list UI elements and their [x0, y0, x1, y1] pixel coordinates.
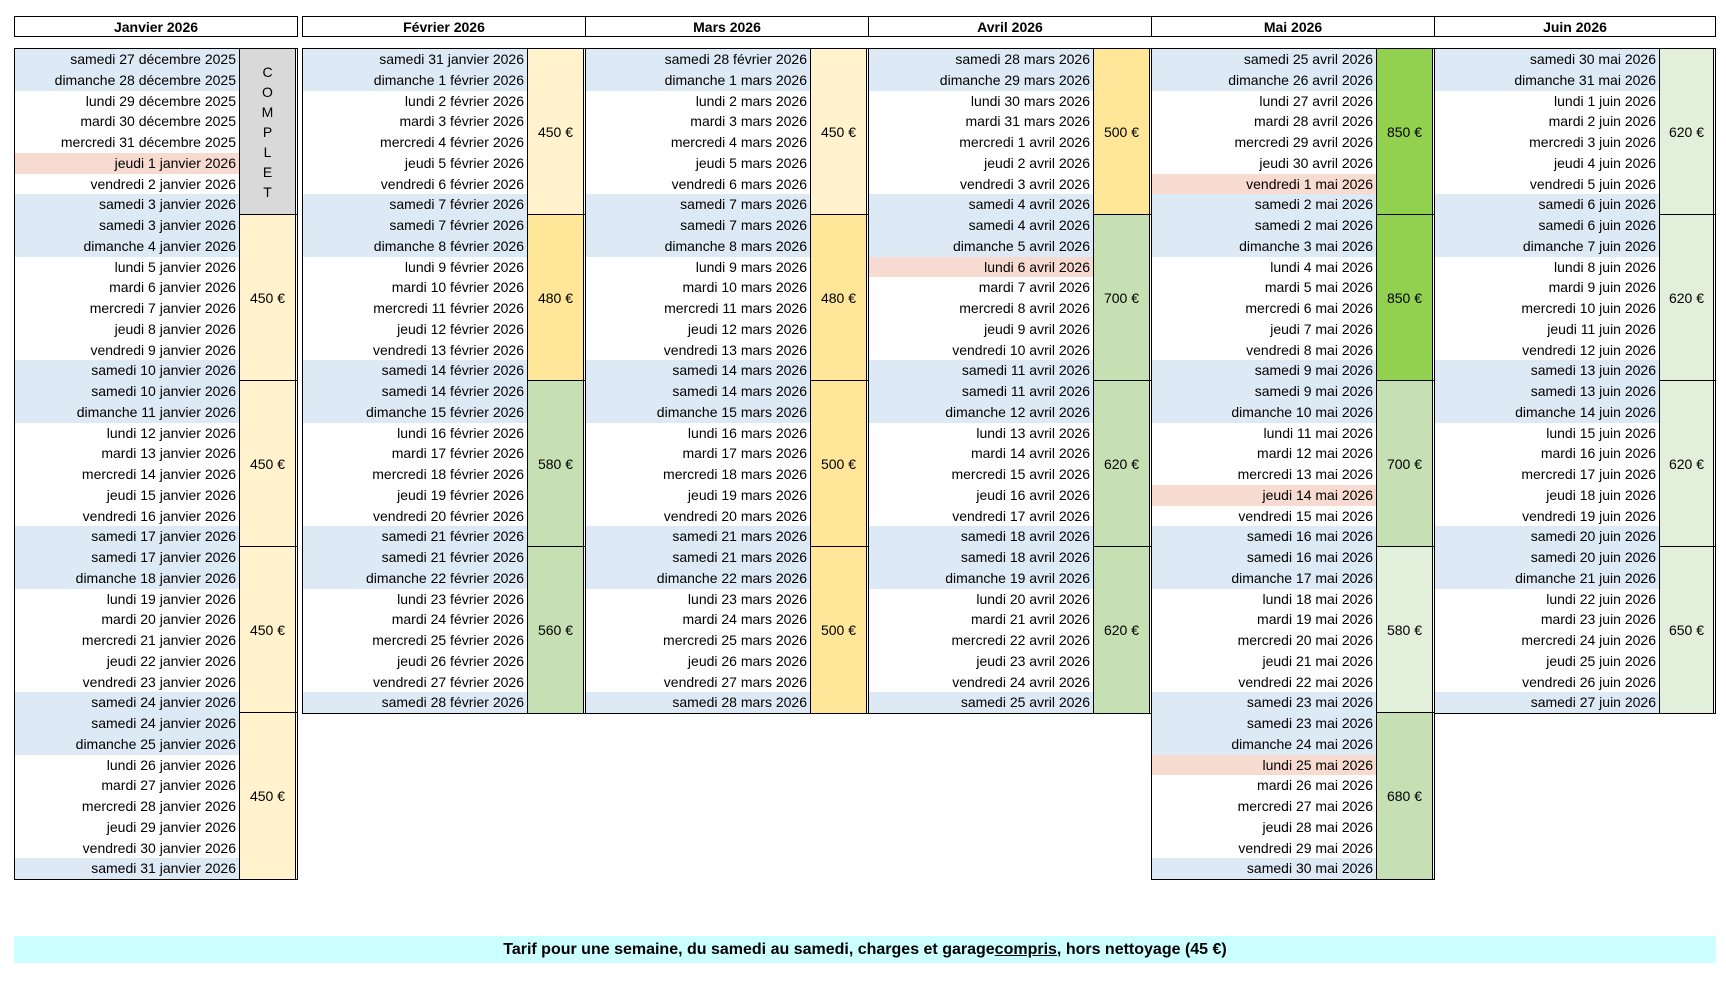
date-cell: dimanche 15 février 2026 — [303, 402, 527, 423]
date-cell: samedi 16 mai 2026 — [1152, 526, 1376, 547]
date-cell: lundi 23 mars 2026 — [687, 590, 807, 607]
date-cell: jeudi 30 avril 2026 — [1259, 154, 1373, 171]
date-cell: mercredi 3 juin 2026 — [1529, 134, 1656, 150]
date-cell: mercredi 4 mars 2026 — [670, 134, 807, 150]
date-cell: mardi 28 avril 2026 — [1253, 113, 1373, 130]
date-cell: samedi 23 mai 2026 — [1152, 692, 1376, 713]
date-cell: samedi 3 janvier 2026 — [15, 215, 239, 236]
date-cell: dimanche 8 février 2026 — [303, 236, 527, 257]
date-cell: samedi 25 avril 2026 — [1152, 49, 1376, 70]
date-cell: mercredi 18 mars 2026 — [663, 466, 807, 482]
date-cell: mardi 3 février 2026 — [399, 113, 524, 130]
date-cell: lundi 20 avril 2026 — [976, 590, 1090, 607]
date-cell: jeudi 23 avril 2026 — [976, 652, 1090, 669]
date-cell: jeudi 5 février 2026 — [404, 154, 524, 171]
date-cell: mardi 31 mars 2026 — [965, 113, 1090, 130]
week-block — [869, 381, 1151, 547]
date-cell: mercredi 10 juin 2026 — [1521, 300, 1656, 316]
date-cell: mardi 21 avril 2026 — [970, 611, 1090, 628]
date-cell: jeudi 16 avril 2026 — [976, 486, 1090, 503]
date-cell: lundi 6 avril 2026 — [869, 257, 1093, 278]
date-cell: mercredi 29 avril 2026 — [1234, 134, 1373, 150]
date-cell: lundi 22 juin 2026 — [1546, 590, 1656, 607]
date-cell: lundi 26 janvier 2026 — [106, 756, 236, 773]
date-cell: dimanche 21 juin 2026 — [1435, 568, 1659, 589]
date-cell: mardi 10 février 2026 — [391, 279, 524, 296]
week-price: 450 € — [239, 215, 296, 380]
date-cell: mardi 17 février 2026 — [391, 445, 524, 462]
date-cell: mercredi 11 février 2026 — [373, 300, 524, 316]
date-cell: lundi 23 février 2026 — [397, 590, 524, 607]
date-cell: jeudi 11 juin 2026 — [1547, 320, 1656, 337]
week-block — [303, 215, 585, 381]
date-cell: mardi 27 janvier 2026 — [101, 777, 236, 794]
footer-prefix: Tarif pour une semaine, du samedi au samedi, charges et garage — [503, 940, 995, 958]
week-block — [869, 49, 1151, 215]
date-cell: dimanche 25 janvier 2026 — [15, 734, 239, 755]
date-cell: samedi 2 mai 2026 — [1152, 215, 1376, 236]
date-cell: lundi 2 février 2026 — [404, 92, 524, 109]
date-cell: vendredi 5 juin 2026 — [1529, 175, 1656, 192]
date-cell: vendredi 1 mai 2026 — [1152, 174, 1376, 195]
date-cell: samedi 14 mars 2026 — [586, 381, 810, 402]
date-cell: samedi 27 juin 2026 — [1435, 692, 1659, 713]
date-cell: lundi 18 mai 2026 — [1262, 590, 1373, 607]
date-cell: vendredi 13 février 2026 — [373, 341, 524, 358]
date-cell: lundi 5 janvier 2026 — [114, 258, 236, 275]
date-cell: mercredi 27 mai 2026 — [1237, 798, 1373, 814]
date-cell: mardi 5 mai 2026 — [1264, 279, 1373, 296]
date-cell: vendredi 8 mai 2026 — [1246, 341, 1373, 358]
date-cell: lundi 9 février 2026 — [404, 258, 524, 275]
date-cell: mardi 16 juin 2026 — [1540, 445, 1656, 462]
date-cell: samedi 24 janvier 2026 — [15, 692, 239, 713]
date-cell: vendredi 2 janvier 2026 — [90, 175, 236, 192]
date-cell: samedi 7 mars 2026 — [586, 194, 810, 215]
date-cell: jeudi 18 juin 2026 — [1546, 486, 1656, 503]
date-cell: jeudi 12 mars 2026 — [687, 320, 807, 337]
date-cell: mercredi 22 avril 2026 — [951, 632, 1090, 648]
date-cell: jeudi 4 juin 2026 — [1554, 154, 1656, 171]
month-header: Juin 2026 — [1434, 16, 1716, 37]
footer-underlined: compris — [994, 940, 1057, 958]
date-cell: vendredi 20 février 2026 — [373, 507, 524, 524]
date-cell: dimanche 22 mars 2026 — [586, 568, 810, 589]
complet-letter: T — [263, 183, 272, 200]
month-header: Mai 2026 — [1151, 16, 1435, 37]
date-cell: lundi 15 juin 2026 — [1546, 424, 1656, 441]
date-cell: jeudi 8 janvier 2026 — [114, 320, 236, 337]
week-block — [869, 215, 1151, 381]
complet-letter: M — [261, 103, 274, 120]
date-cell: mercredi 13 mai 2026 — [1237, 466, 1373, 482]
date-cell: jeudi 29 janvier 2026 — [106, 818, 236, 835]
date-cell: mercredi 15 avril 2026 — [951, 466, 1090, 482]
date-cell: samedi 13 juin 2026 — [1435, 360, 1659, 381]
week-price: 620 € — [1093, 547, 1150, 713]
date-cell: dimanche 28 décembre 2025 — [15, 70, 239, 91]
date-cell: jeudi 25 juin 2026 — [1546, 652, 1656, 669]
week-price: 580 € — [1376, 547, 1433, 712]
date-cell: jeudi 14 mai 2026 — [1152, 485, 1376, 506]
date-cell: mardi 20 janvier 2026 — [101, 611, 236, 628]
week-block — [586, 547, 868, 713]
date-cell: mardi 24 mars 2026 — [682, 611, 807, 628]
week-price: 620 € — [1659, 215, 1714, 380]
date-cell: samedi 28 mars 2026 — [869, 49, 1093, 70]
date-cell: dimanche 22 février 2026 — [303, 568, 527, 589]
date-cell: jeudi 5 mars 2026 — [695, 154, 807, 171]
date-cell: lundi 8 juin 2026 — [1554, 258, 1656, 275]
date-cell: mercredi 20 mai 2026 — [1237, 632, 1373, 648]
date-cell: vendredi 17 avril 2026 — [952, 507, 1090, 524]
date-cell: lundi 4 mai 2026 — [1270, 258, 1373, 275]
date-cell: jeudi 19 mars 2026 — [687, 486, 807, 503]
date-cell: lundi 27 avril 2026 — [1259, 92, 1373, 109]
date-cell: mercredi 11 mars 2026 — [664, 300, 807, 316]
date-cell: lundi 12 janvier 2026 — [106, 424, 236, 441]
date-cell: samedi 9 mai 2026 — [1152, 381, 1376, 402]
date-cell: mardi 26 mai 2026 — [1257, 777, 1373, 794]
month-column — [302, 48, 586, 714]
date-cell: samedi 31 janvier 2026 — [15, 858, 239, 879]
date-cell: dimanche 29 mars 2026 — [869, 70, 1093, 91]
week-block — [586, 215, 868, 381]
tariff-footer — [14, 936, 1716, 963]
month-column — [868, 48, 1152, 714]
date-cell: samedi 20 juin 2026 — [1435, 547, 1659, 568]
date-cell: samedi 9 mai 2026 — [1152, 360, 1376, 381]
date-cell: dimanche 26 avril 2026 — [1152, 70, 1376, 91]
week-block — [1435, 547, 1715, 713]
date-cell: samedi 21 mars 2026 — [586, 547, 810, 568]
date-cell: lundi 16 mars 2026 — [687, 424, 807, 441]
week-block — [15, 215, 297, 381]
week-block — [1152, 49, 1434, 215]
complet-letter: L — [263, 143, 272, 160]
date-cell: mardi 10 mars 2026 — [682, 279, 807, 296]
date-cell: vendredi 6 février 2026 — [380, 175, 524, 192]
date-cell: dimanche 18 janvier 2026 — [15, 568, 239, 589]
date-cell: lundi 16 février 2026 — [397, 424, 524, 441]
date-cell: jeudi 2 avril 2026 — [984, 154, 1090, 171]
date-cell: mardi 2 juin 2026 — [1548, 113, 1656, 130]
date-cell: vendredi 22 mai 2026 — [1238, 673, 1373, 690]
date-cell: mercredi 6 mai 2026 — [1245, 300, 1373, 316]
footer-suffix: , hors nettoyage (45 €) — [1056, 940, 1227, 958]
date-cell: mercredi 25 février 2026 — [372, 632, 524, 648]
date-cell: samedi 6 juin 2026 — [1435, 194, 1659, 215]
date-cell: lundi 30 mars 2026 — [970, 92, 1090, 109]
date-cell: dimanche 12 avril 2026 — [869, 402, 1093, 423]
complet-cell — [239, 49, 296, 214]
date-cell: mardi 19 mai 2026 — [1257, 611, 1373, 628]
week-block — [15, 49, 297, 215]
date-cell: samedi 7 février 2026 — [303, 194, 527, 215]
week-price: 850 € — [1376, 49, 1433, 214]
date-cell: samedi 30 mai 2026 — [1152, 858, 1376, 879]
date-cell: samedi 7 mars 2026 — [586, 215, 810, 236]
month-header: Janvier 2026 — [14, 16, 298, 37]
date-cell: mercredi 21 janvier 2026 — [81, 632, 236, 648]
date-cell: jeudi 15 janvier 2026 — [106, 486, 236, 503]
date-cell: mardi 23 juin 2026 — [1540, 611, 1656, 628]
date-cell: samedi 21 mars 2026 — [586, 526, 810, 547]
date-cell: vendredi 20 mars 2026 — [663, 507, 807, 524]
date-cell: lundi 9 mars 2026 — [695, 258, 807, 275]
date-cell: vendredi 27 février 2026 — [373, 673, 524, 690]
date-cell: jeudi 7 mai 2026 — [1270, 320, 1373, 337]
date-cell: samedi 14 février 2026 — [303, 381, 527, 402]
date-cell: mardi 14 avril 2026 — [970, 445, 1090, 462]
date-cell: samedi 6 juin 2026 — [1435, 215, 1659, 236]
complet-letter: O — [262, 83, 273, 100]
week-price: 850 € — [1376, 215, 1433, 380]
date-cell: lundi 2 mars 2026 — [695, 92, 807, 109]
date-cell: vendredi 16 janvier 2026 — [82, 507, 236, 524]
date-cell: dimanche 8 mars 2026 — [586, 236, 810, 257]
date-cell: vendredi 30 janvier 2026 — [82, 839, 236, 856]
date-cell: lundi 11 mai 2026 — [1263, 424, 1373, 441]
month-column — [14, 48, 298, 880]
week-price: 620 € — [1659, 381, 1714, 546]
date-cell: mardi 17 mars 2026 — [682, 445, 807, 462]
date-cell: mardi 6 janvier 2026 — [109, 279, 236, 296]
week-block — [1152, 713, 1434, 879]
date-cell: dimanche 5 avril 2026 — [869, 236, 1093, 257]
date-cell: samedi 14 février 2026 — [303, 360, 527, 381]
date-cell: mercredi 8 avril 2026 — [959, 300, 1090, 316]
date-cell: dimanche 7 juin 2026 — [1435, 236, 1659, 257]
date-cell: mardi 24 février 2026 — [391, 611, 524, 628]
month-column — [585, 48, 869, 714]
date-cell: samedi 7 février 2026 — [303, 215, 527, 236]
date-cell: vendredi 13 mars 2026 — [663, 341, 807, 358]
date-cell: samedi 23 mai 2026 — [1152, 713, 1376, 734]
date-cell: samedi 21 février 2026 — [303, 547, 527, 568]
date-cell: samedi 28 février 2026 — [586, 49, 810, 70]
week-price: 500 € — [810, 547, 867, 713]
week-price: 560 € — [527, 547, 584, 713]
week-price: 680 € — [1376, 713, 1433, 879]
date-cell: vendredi 24 avril 2026 — [952, 673, 1090, 690]
date-cell: samedi 3 janvier 2026 — [15, 194, 239, 215]
month-header: Mars 2026 — [585, 16, 869, 37]
week-price: 450 € — [810, 49, 867, 214]
date-cell: samedi 27 décembre 2025 — [15, 49, 239, 70]
date-cell: samedi 20 juin 2026 — [1435, 526, 1659, 547]
date-cell: vendredi 29 mai 2026 — [1238, 839, 1373, 856]
date-cell: samedi 28 mars 2026 — [586, 692, 810, 713]
week-block — [15, 713, 297, 879]
date-cell: jeudi 19 février 2026 — [397, 486, 524, 503]
date-cell: jeudi 12 février 2026 — [397, 320, 524, 337]
date-cell: dimanche 4 janvier 2026 — [15, 236, 239, 257]
date-cell: dimanche 14 juin 2026 — [1435, 402, 1659, 423]
date-cell: vendredi 3 avril 2026 — [960, 175, 1090, 192]
date-cell: vendredi 23 janvier 2026 — [82, 673, 236, 690]
date-cell: lundi 13 avril 2026 — [976, 424, 1090, 441]
week-block — [15, 547, 297, 713]
month-column — [1151, 48, 1435, 880]
date-cell: lundi 29 décembre 2025 — [85, 92, 236, 109]
date-cell: samedi 25 avril 2026 — [869, 692, 1093, 713]
month-header: Avril 2026 — [868, 16, 1152, 37]
date-cell: samedi 11 avril 2026 — [869, 381, 1093, 402]
date-cell: vendredi 10 avril 2026 — [952, 341, 1090, 358]
date-cell: mercredi 14 janvier 2026 — [81, 466, 236, 482]
date-cell: mercredi 24 juin 2026 — [1521, 632, 1656, 648]
date-cell: vendredi 27 mars 2026 — [663, 673, 807, 690]
date-cell: mercredi 4 février 2026 — [380, 134, 524, 150]
complet-letter: P — [262, 123, 273, 140]
date-cell: dimanche 1 février 2026 — [303, 70, 527, 91]
week-price: 650 € — [1659, 547, 1714, 713]
week-price: 450 € — [239, 713, 296, 879]
week-price: 700 € — [1376, 381, 1433, 546]
date-cell: dimanche 3 mai 2026 — [1152, 236, 1376, 257]
week-block — [1152, 215, 1434, 381]
date-cell: vendredi 9 janvier 2026 — [90, 341, 236, 358]
date-cell: samedi 24 janvier 2026 — [15, 713, 239, 734]
month-column — [1434, 48, 1716, 714]
date-cell: mardi 13 janvier 2026 — [101, 445, 236, 462]
week-block — [869, 547, 1151, 713]
complet-letter: E — [262, 163, 273, 180]
date-cell: mardi 9 juin 2026 — [1548, 279, 1656, 296]
date-cell: mercredi 1 avril 2026 — [959, 134, 1090, 150]
date-cell: mercredi 7 janvier 2026 — [89, 300, 236, 316]
date-cell: samedi 14 mars 2026 — [586, 360, 810, 381]
date-cell: mercredi 31 décembre 2025 — [60, 134, 236, 150]
week-block — [1435, 215, 1715, 381]
date-cell: mardi 7 avril 2026 — [978, 279, 1090, 296]
week-block — [1152, 547, 1434, 713]
date-cell: samedi 2 mai 2026 — [1152, 194, 1376, 215]
date-cell: dimanche 15 mars 2026 — [586, 402, 810, 423]
week-block — [1152, 381, 1434, 547]
date-cell: samedi 18 avril 2026 — [869, 547, 1093, 568]
date-cell: dimanche 1 mars 2026 — [586, 70, 810, 91]
date-cell: jeudi 28 mai 2026 — [1262, 818, 1373, 835]
date-cell: jeudi 1 janvier 2026 — [15, 153, 239, 174]
date-cell: lundi 1 juin 2026 — [1554, 92, 1656, 109]
date-cell: samedi 13 juin 2026 — [1435, 381, 1659, 402]
complet-letter: C — [262, 63, 273, 80]
date-cell: dimanche 31 mai 2026 — [1435, 70, 1659, 91]
week-price: 620 € — [1093, 381, 1150, 546]
date-cell: dimanche 11 janvier 2026 — [15, 402, 239, 423]
date-cell: dimanche 24 mai 2026 — [1152, 734, 1376, 755]
date-cell: samedi 11 avril 2026 — [869, 360, 1093, 381]
date-cell: samedi 30 mai 2026 — [1435, 49, 1659, 70]
date-cell: samedi 16 mai 2026 — [1152, 547, 1376, 568]
date-cell: lundi 25 mai 2026 — [1152, 755, 1376, 776]
date-cell: lundi 19 janvier 2026 — [106, 590, 236, 607]
week-price: 480 € — [527, 215, 584, 380]
month-header: Février 2026 — [302, 16, 586, 37]
date-cell: samedi 10 janvier 2026 — [15, 360, 239, 381]
date-cell: vendredi 15 mai 2026 — [1238, 507, 1373, 524]
date-cell: mardi 3 mars 2026 — [690, 113, 807, 130]
week-price: 500 € — [1093, 49, 1150, 214]
date-cell: jeudi 22 janvier 2026 — [106, 652, 236, 669]
date-cell: samedi 18 avril 2026 — [869, 526, 1093, 547]
date-cell: mercredi 25 mars 2026 — [663, 632, 807, 648]
date-cell: jeudi 21 mai 2026 — [1262, 652, 1373, 669]
week-block — [303, 547, 585, 713]
date-cell: mercredi 18 février 2026 — [372, 466, 524, 482]
week-block — [15, 381, 297, 547]
week-block — [586, 381, 868, 547]
date-cell: mardi 12 mai 2026 — [1257, 445, 1373, 462]
week-price: 500 € — [810, 381, 867, 546]
week-price: 480 € — [810, 215, 867, 380]
date-cell: samedi 17 janvier 2026 — [15, 526, 239, 547]
date-cell: samedi 10 janvier 2026 — [15, 381, 239, 402]
date-cell: mercredi 28 janvier 2026 — [81, 798, 236, 814]
date-cell: samedi 4 avril 2026 — [869, 215, 1093, 236]
week-block — [1435, 381, 1715, 547]
week-block — [1435, 49, 1715, 215]
date-cell: vendredi 26 juin 2026 — [1522, 673, 1656, 690]
date-cell: dimanche 19 avril 2026 — [869, 568, 1093, 589]
week-price: 450 € — [239, 381, 296, 546]
week-price: 580 € — [527, 381, 584, 546]
date-cell: mardi 30 décembre 2025 — [80, 113, 236, 130]
date-cell: vendredi 19 juin 2026 — [1522, 507, 1656, 524]
week-block — [303, 381, 585, 547]
date-cell: samedi 28 février 2026 — [303, 692, 527, 713]
date-cell: samedi 17 janvier 2026 — [15, 547, 239, 568]
date-cell: jeudi 26 février 2026 — [397, 652, 524, 669]
week-price: 700 € — [1093, 215, 1150, 380]
week-price: 450 € — [527, 49, 584, 214]
week-block — [586, 49, 868, 215]
date-cell: dimanche 10 mai 2026 — [1152, 402, 1376, 423]
week-price: 620 € — [1659, 49, 1714, 214]
week-price: 450 € — [239, 547, 296, 712]
date-cell: samedi 31 janvier 2026 — [303, 49, 527, 70]
date-cell: vendredi 6 mars 2026 — [671, 175, 807, 192]
date-cell: jeudi 9 avril 2026 — [984, 320, 1090, 337]
date-cell: samedi 21 février 2026 — [303, 526, 527, 547]
date-cell: vendredi 12 juin 2026 — [1522, 341, 1656, 358]
date-cell: samedi 4 avril 2026 — [869, 194, 1093, 215]
date-cell: mercredi 17 juin 2026 — [1521, 466, 1656, 482]
date-cell: dimanche 17 mai 2026 — [1152, 568, 1376, 589]
date-cell: jeudi 26 mars 2026 — [687, 652, 807, 669]
week-block — [303, 49, 585, 215]
